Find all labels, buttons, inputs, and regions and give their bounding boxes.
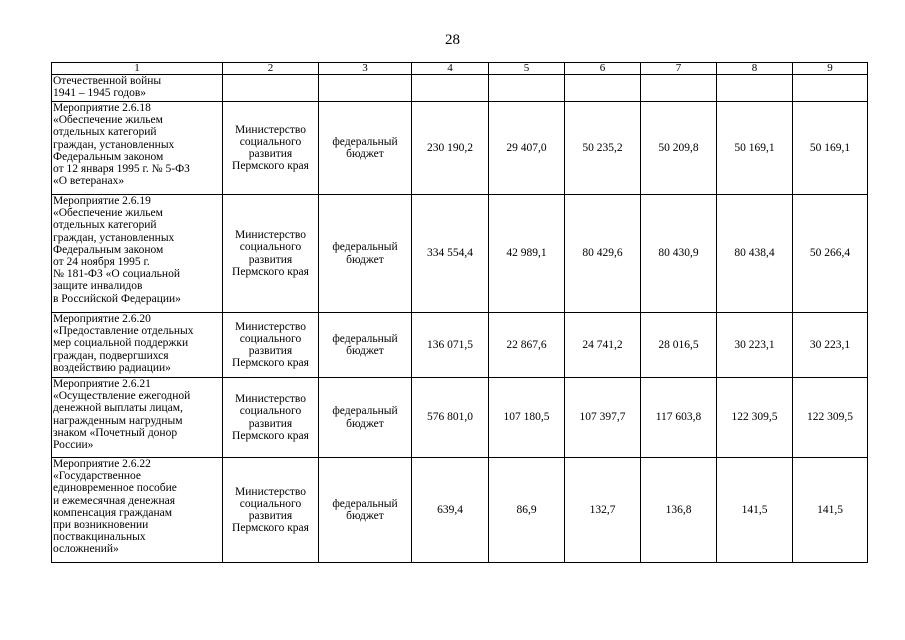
executor-cell: Министерство социального развития Пермского края [223,195,319,313]
table-row [52,195,868,313]
value-cell [641,75,717,102]
executor-cell: Министерство социального развития Пермского края [223,458,319,563]
value-cell: 141,5 [717,458,793,563]
funding-source-cell: федеральный бюджет [319,378,412,458]
measure-name: Отечественной войны 1941 – 1945 годов» [52,75,223,102]
value-cell: 80 430,9 [641,195,717,313]
column-number: 2 [223,63,319,75]
value-cell: 28 016,5 [641,313,717,378]
column-number: 3 [319,63,412,75]
value-cell: 136 071,5 [412,313,489,378]
value-cell: 50 209,8 [641,102,717,195]
value-cell: 117 603,8 [641,378,717,458]
value-cell: 576 801,0 [412,378,489,458]
funding-source-cell [319,75,412,102]
column-number: 4 [412,63,489,75]
value-cell: 86,9 [489,458,565,563]
column-number: 5 [489,63,565,75]
page-number: 28 [445,32,460,48]
value-cell: 639,4 [412,458,489,563]
column-number: 7 [641,63,717,75]
executor-cell: Министерство социального развития Пермского края [223,378,319,458]
table-row [52,378,868,458]
measure-name: Мероприятие 2.6.20 «Предоставление отдельных мер социальной поддержки граждан, подвергшихся воздействию радиации» [52,313,223,378]
funding-source-cell: федеральный бюджет [319,458,412,563]
table-row [52,313,868,378]
executor-cell: Министерство социального развития Пермского края [223,313,319,378]
value-cell: 29 407,0 [489,102,565,195]
value-cell: 122 309,5 [793,378,868,458]
value-cell: 22 867,6 [489,313,565,378]
column-number: 9 [793,63,868,75]
value-cell [793,75,868,102]
value-cell: 132,7 [565,458,641,563]
value-cell: 230 190,2 [412,102,489,195]
value-cell: 141,5 [793,458,868,563]
value-cell: 50 235,2 [565,102,641,195]
value-cell: 42 989,1 [489,195,565,313]
executor-cell: Министерство социального развития Пермского края [223,102,319,195]
table-row [52,458,868,563]
measure-name: Мероприятие 2.6.21 «Осуществление ежегодной денежной выплаты лицам, награжденным нагрудным знаком «Почетный донор России» [52,378,223,458]
value-cell: 30 223,1 [793,313,868,378]
value-cell: 107 180,5 [489,378,565,458]
funding-source-cell: федеральный бюджет [319,102,412,195]
value-cell: 50 169,1 [717,102,793,195]
value-cell: 334 554,4 [412,195,489,313]
measure-name: Мероприятие 2.6.19 «Обеспечение жильем отдельных категорий граждан, установленных Федеральным законом от 24 ноября 1995 г. № 181-ФЗ «О социальной защите инвалидов в Российской Федерации» [52,195,223,313]
program-table [51,62,868,563]
column-number: 6 [565,63,641,75]
value-cell: 80 438,4 [717,195,793,313]
funding-source-cell: федеральный бюджет [319,195,412,313]
executor-cell [223,75,319,102]
column-number-row [52,63,868,75]
table-row [52,75,868,102]
value-cell: 107 397,7 [565,378,641,458]
value-cell: 24 741,2 [565,313,641,378]
value-cell [565,75,641,102]
value-cell: 50 169,1 [793,102,868,195]
value-cell [489,75,565,102]
funding-source-cell: федеральный бюджет [319,313,412,378]
value-cell [717,75,793,102]
value-cell: 80 429,6 [565,195,641,313]
measure-name: Мероприятие 2.6.22 «Государственное единовременное пособие и ежемесячная денежная компенсация гражданам при возникновении поствакцинальных осложнений» [52,458,223,563]
value-cell: 122 309,5 [717,378,793,458]
table-row [52,102,868,195]
value-cell: 30 223,1 [717,313,793,378]
value-cell: 136,8 [641,458,717,563]
measure-name: Мероприятие 2.6.18 «Обеспечение жильем отдельных категорий граждан, установленных Федеральным законом от 12 января 1995 г. № 5-ФЗ «О ветеранах» [52,102,223,195]
value-cell: 50 266,4 [793,195,868,313]
column-number: 1 [52,63,223,75]
column-number: 8 [717,63,793,75]
value-cell [412,75,489,102]
